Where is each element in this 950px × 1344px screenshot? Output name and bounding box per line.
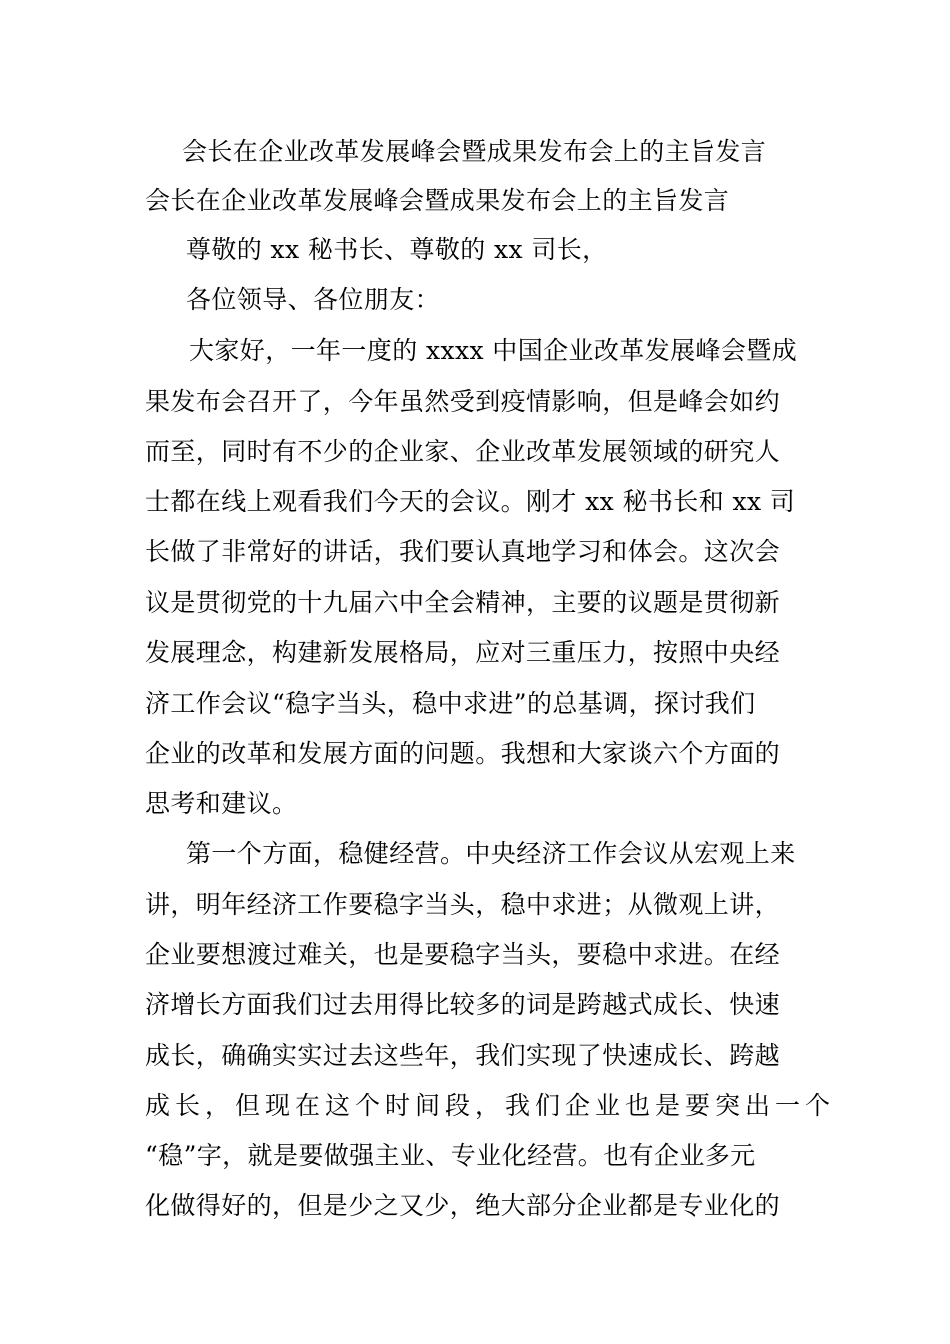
document-title: 会长在企业改革发展峰会暨成果发布会上的主旨发言 xyxy=(182,137,767,166)
paragraph-1-line: 企业的改革和发展方面的问题。我想和大家谈六个方面的 xyxy=(145,739,781,768)
paragraph-1-line: 果发布会召开了，今年虽然受到疫情影响，但是峰会如约 xyxy=(145,387,781,416)
paragraph-1-line: 议是贯彻党的十九届六中全会精神，主要的议题是贯彻新 xyxy=(145,588,781,617)
paragraph-2-line: 成长，确确实实过去这些年，我们实现了快速成长、跨越 xyxy=(145,1041,781,1070)
paragraph-2-line: 济增长方面我们过去用得比较多的词是跨越式成长、快速 xyxy=(145,990,781,1019)
paragraph-2-line: 讲，明年经济工作要稳字当头，稳中求进；从微观上讲， xyxy=(145,890,781,919)
paragraph-1-line: 长做了非常好的讲话，我们要认真地学习和体会。这次会 xyxy=(145,537,781,566)
paragraph-2-line: “稳”字，就是要做强主业、专业化经营。也有企业多元 xyxy=(145,1141,756,1170)
salutation-line-1: 尊敬的 xx 秘书长、尊敬的 xx 司长， xyxy=(186,235,608,264)
paragraph-1-line: 济工作会议“稳字当头，稳中求进”的总基调，探讨我们 xyxy=(145,689,756,718)
paragraph-1-line: 而至，同时有不少的企业家、企业改革发展领域的研究人 xyxy=(145,437,781,466)
paragraph-1-line: 思考和建议。 xyxy=(145,789,298,818)
paragraph-1-line: 士都在线上观看我们今天的会议。刚才 xx 秘书长和 xx 司 xyxy=(145,487,796,516)
paragraph-1-line: 大家好，一年一度的 xxxx 中国企业改革发展峰会暨成 xyxy=(189,336,798,365)
paragraph-2-line: 化做得好的，但是少之又少，绝大部分企业都是专业化的 xyxy=(145,1191,781,1220)
paragraph-2-line: 企业要想渡过难关，也是要稳字当头，要稳中求进。在经 xyxy=(145,940,781,969)
salutation-line-2: 各位领导、各位朋友： xyxy=(186,285,441,314)
paragraph-1-line: 发展理念，构建新发展格局，应对三重压力，按照中央经 xyxy=(145,638,781,667)
paragraph-2-line: 成长，但现在这个时间段，我们企业也是要突出一个 xyxy=(145,1091,836,1120)
paragraph-2-line: 第一个方面，稳健经营。中央经济工作会议从宏观上来 xyxy=(186,839,796,868)
document-subtitle: 会长在企业改革发展峰会暨成果发布会上的主旨发言 xyxy=(145,186,730,215)
